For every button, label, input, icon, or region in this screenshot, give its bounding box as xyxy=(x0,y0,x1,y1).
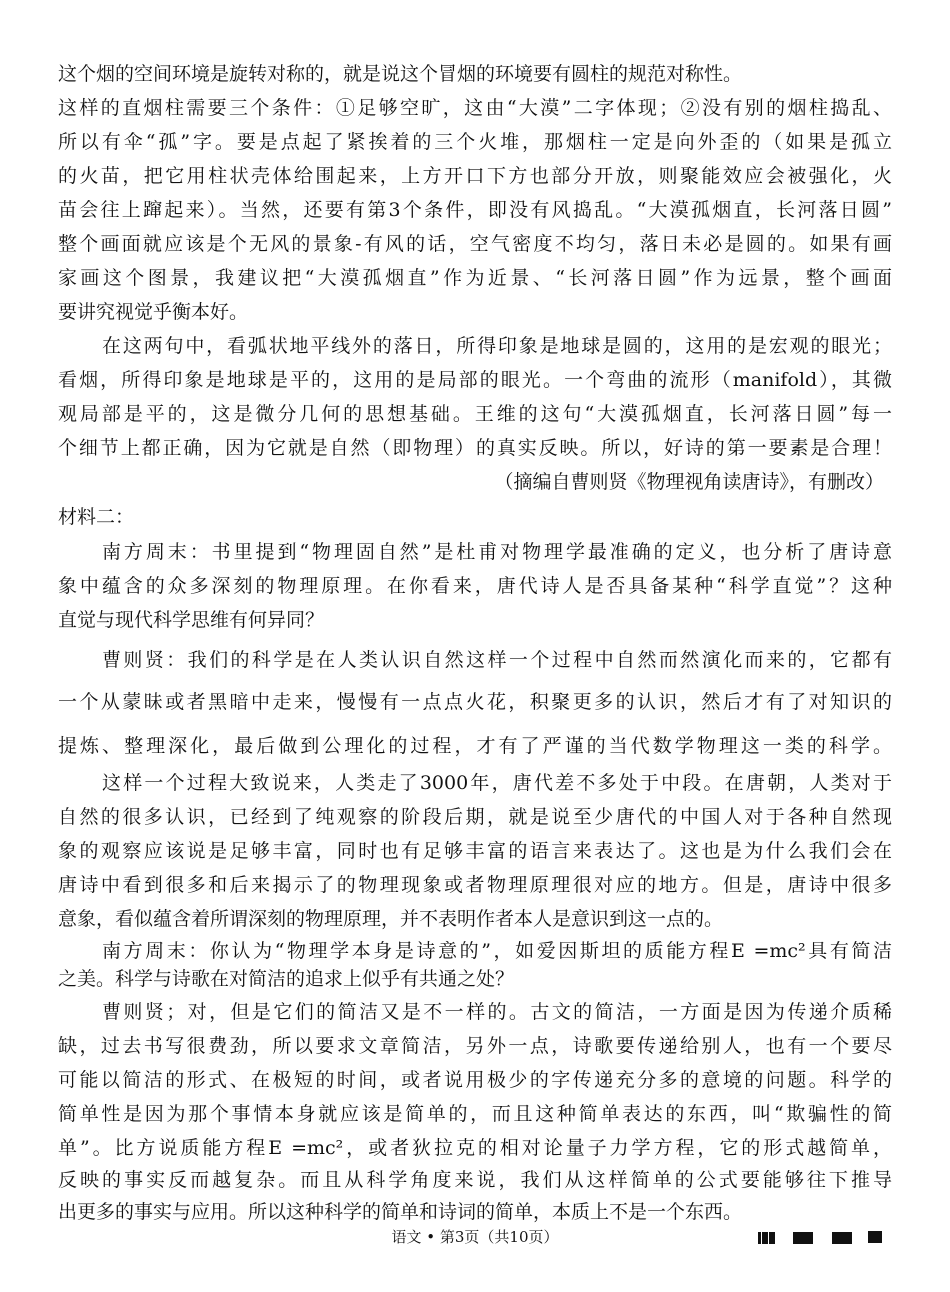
text-line: 一个从蒙昧或者黑暗中走来，慢慢有一点点火花，积聚更多的认识，然后才有了对知识的 xyxy=(58,691,892,713)
text-line: 看烟，所得印象是地球是平的，这用的是局部的眼光。一个弯曲的流形（manifold），其微 xyxy=(58,369,892,391)
text-line: 观局部是平的，这是微分几何的思想基础。王维的这句“大漠孤烟直，长河落日圆”每一 xyxy=(58,403,892,425)
text-line: 单”。比方说质能方程E =mc²，或者狄拉克的相对论量子力学方程，它的形式越简单， xyxy=(58,1137,892,1159)
paragraph-start: 在这两句中，看弧状地平线外的落日，所得印象是地球是圆的，这用的是宏观的眼光； xyxy=(102,335,892,357)
text-line: 苗会往上蹿起来）。当然，还要有第3个条件，即没有风捣乱。“大漠孤烟直，长河落日圆” xyxy=(58,199,892,221)
text-line: 的火苗，把它用柱状壳体给围起来，上方开口下方也部分开放，则聚能效应会被强化，火 xyxy=(58,165,892,187)
text-line: 象的观察应该说是足够丰富，同时也有足够丰富的语言来表达了。这也是为什么我们会在 xyxy=(58,840,892,862)
scan-mark-icon xyxy=(832,1232,852,1244)
text-line: 象中蕴含的众多深刻的物理原理。在你看来，唐代诗人是否具备某种“科学直觉”？这种 xyxy=(58,575,892,597)
source-citation: （摘编自曹则贤《物理视角读唐诗》，有删改） xyxy=(494,471,884,493)
text-line: 自然的很多认识，已经到了纯观察的阶段后期，就是说至少唐代的中国人对于各种自然现 xyxy=(58,806,892,828)
text-line: 提炼、整理深化，最后做到公理化的过程，才有了严谨的当代数学物理这一类的科学。 xyxy=(58,735,892,757)
text-line: 家画这个图景，我建议把“大漠孤烟直”作为近景、“长河落日圆”作为远景，整个画面 xyxy=(58,267,892,289)
text-line: 这个烟的空间环境是旋转对称的，就是说这个冒烟的环境要有圆柱的规范对称性。 xyxy=(58,63,743,85)
text-line: 所以有伞“孤”字。要是点起了紧挨着的三个火堆，那烟柱一定是向外歪的（如果是孤立 xyxy=(58,131,892,153)
text-line: 可能以简洁的形式、在极短的时间，或者说用极少的字传递充分多的意境的问题。科学的 xyxy=(58,1069,892,1091)
page-footer: 语文 • 第3页（共10页） xyxy=(391,1228,559,1246)
text-line: 意象，看似蕴含着所谓深刻的物理原理，并不表明作者本人是意识到这一点的。 xyxy=(58,908,724,930)
section-heading: 材料二： xyxy=(58,506,135,528)
text-line: 直觉与现代科学思维有何异同？ xyxy=(58,609,325,631)
paragraph-start: 南方周末：书里提到“物理固自然”是杜甫对物理学最准确的定义，也分析了唐诗意 xyxy=(102,541,892,563)
scan-mark-icon xyxy=(758,1232,776,1244)
text-line: 简单性是因为那个事情本身就应该是简单的，而且这种简单表达的东西，叫“欺骗性的简 xyxy=(58,1103,892,1125)
text-line: 个细节上都正确，因为它就是自然（即物理）的真实反映。所以，好诗的第一要素是合理！ xyxy=(58,437,892,459)
text-line: 这样的直烟柱需要三个条件：①足够空旷，这由“大漠”二字体现；②没有别的烟柱捣乱、 xyxy=(58,97,892,119)
paragraph-start: 曹则贤：我们的科学是在人类认识自然这样一个过程中自然而然演化而来的，它都有 xyxy=(102,649,892,671)
text-line: 要讲究视觉乎衡本好。 xyxy=(58,301,249,323)
scan-mark-icon xyxy=(793,1232,813,1244)
paragraph-start: 这样一个过程大致说来，人类走了3000年，唐代差不多处于中段。在唐朝，人类对于 xyxy=(102,772,892,794)
scan-mark-icon xyxy=(868,1231,882,1243)
text-line: 出更多的事实与应用。所以这种科学的简单和诗词的简单，本质上不是一个东西。 xyxy=(58,1201,743,1223)
text-line: 整个画面就应该是个无风的景象-有风的话，空气密度不均匀，落日未必是圆的。如果有画 xyxy=(58,233,892,255)
text-line: 反映的事实反而越复杂。而且从科学角度来说，我们从这样简单的公式要能够往下推导 xyxy=(58,1169,892,1191)
text-line: 缺，过去书写很费劲，所以要求文章简洁，另外一点，诗歌要传递给别人，也有一个要尽 xyxy=(58,1035,892,1057)
text-line: 唐诗中看到很多和后来揭示了的物理现象或者物理原理很对应的地方。但是，唐诗中很多 xyxy=(58,874,892,896)
paragraph-start: 曹则贤；对，但是它们的简洁又是不一样的。古文的简洁，一方面是因为传递介质稀 xyxy=(102,1001,892,1023)
paragraph-start: 南方周末：你认为“物理学本身是诗意的”，如爱因斯坦的质能方程E =mc²具有简洁 xyxy=(102,940,892,962)
text-line: 之美。科学与诗歌在对简洁的追求上似乎有共通之处？ xyxy=(58,968,515,990)
